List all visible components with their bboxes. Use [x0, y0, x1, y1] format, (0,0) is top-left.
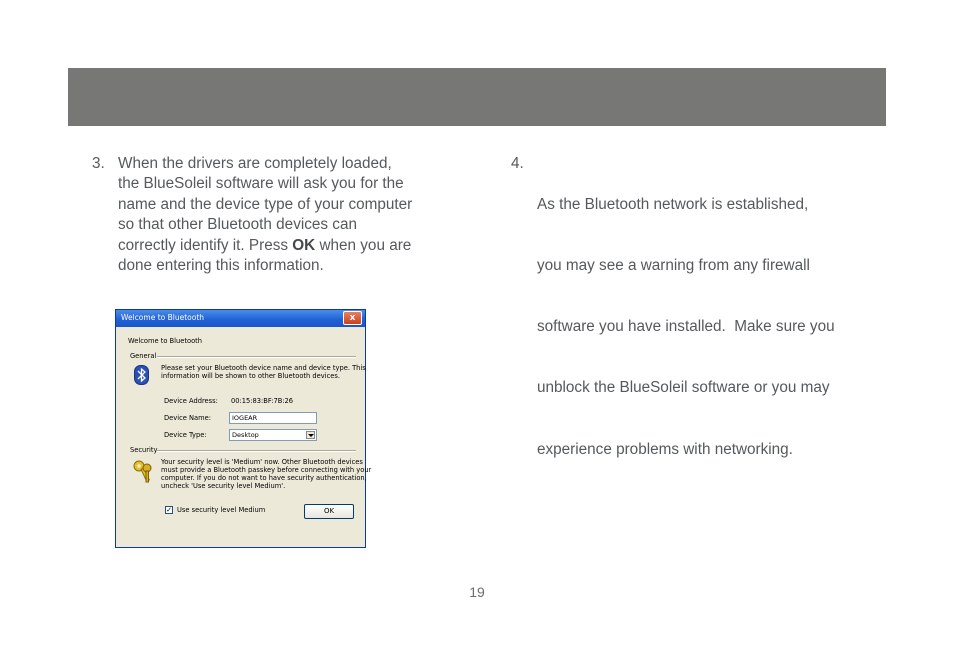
dialog-titlebar[interactable]	[116, 310, 365, 327]
security-divider	[157, 450, 356, 452]
step-3-line: so that other Bluetooth devices can	[118, 216, 357, 234]
security-text: must provide a Bluetooth passkey before connecting with your	[161, 466, 372, 474]
general-text: Please set your Bluetooth device name and device type. This	[161, 364, 366, 372]
bluetooth-icon	[134, 365, 149, 385]
step-4-line: unblock the BlueSoleil software or you may	[537, 379, 830, 397]
checkmark-icon: ✓	[166, 506, 172, 514]
step-4-line: software you have installed. Make sure you	[537, 318, 835, 336]
dialog-body	[119, 327, 372, 546]
security-checkbox[interactable]	[165, 506, 173, 514]
dialog-title: Welcome to Bluetooth	[121, 313, 205, 322]
step-3-line: When the drivers are completely loaded,	[118, 155, 392, 172]
step-3-line	[118, 236, 412, 256]
general-divider	[157, 356, 356, 358]
step-3-text	[118, 154, 412, 276]
device-type-value: Desktop	[232, 431, 259, 439]
general-label: General	[130, 352, 157, 360]
dialog-heading: Welcome to Bluetooth	[128, 337, 203, 345]
step-3-text-part: correctly identify it. Press	[118, 236, 293, 254]
header-band	[68, 68, 886, 126]
step-3-text-part: when you are	[315, 236, 412, 254]
welcome-dialog	[115, 309, 372, 548]
ok-button[interactable]: OK	[304, 504, 354, 519]
security-text: Your security level is 'Medium' now. Other Bluetooth devices	[161, 458, 363, 466]
security-label: Security	[130, 446, 158, 454]
page-number: 19	[469, 584, 485, 600]
security-text: uncheck 'Use security level Medium'.	[161, 482, 286, 490]
address-value: 00:15:83:BF:7B:26	[231, 397, 294, 405]
type-label: Device Type:	[164, 431, 207, 439]
keys-icon	[132, 459, 154, 485]
close-icon[interactable]: x	[343, 311, 362, 325]
step-3-line: done entering this information.	[118, 257, 324, 275]
step-3-line: the BlueSoleil software will ask you for the	[118, 175, 404, 193]
step-3-line: name and the device type of your computer	[118, 195, 413, 213]
ok-emphasis: OK	[292, 236, 316, 254]
name-label: Device Name:	[164, 414, 211, 422]
dropdown-arrow-icon[interactable]	[306, 431, 315, 439]
address-label: Device Address:	[164, 397, 218, 405]
step-4-text	[537, 154, 835, 501]
checkbox-label: Use security level Medium	[177, 506, 266, 514]
step-4-line: you may see a warning from any firewall	[537, 257, 810, 275]
device-name-value: IOGEAR	[232, 414, 258, 422]
general-text: information will be shown to other Bluetooth devices.	[161, 372, 340, 380]
step-3-number: 3.	[92, 155, 105, 172]
step-4-line: As the Bluetooth network is established,	[537, 195, 809, 213]
device-name-input[interactable]	[229, 412, 317, 424]
step-4-number: 4.	[511, 155, 524, 172]
device-type-select[interactable]	[229, 429, 317, 441]
security-text: computer. If you do not want to have security authentication,	[161, 474, 367, 482]
step-4-line: experience problems with networking.	[537, 440, 793, 458]
